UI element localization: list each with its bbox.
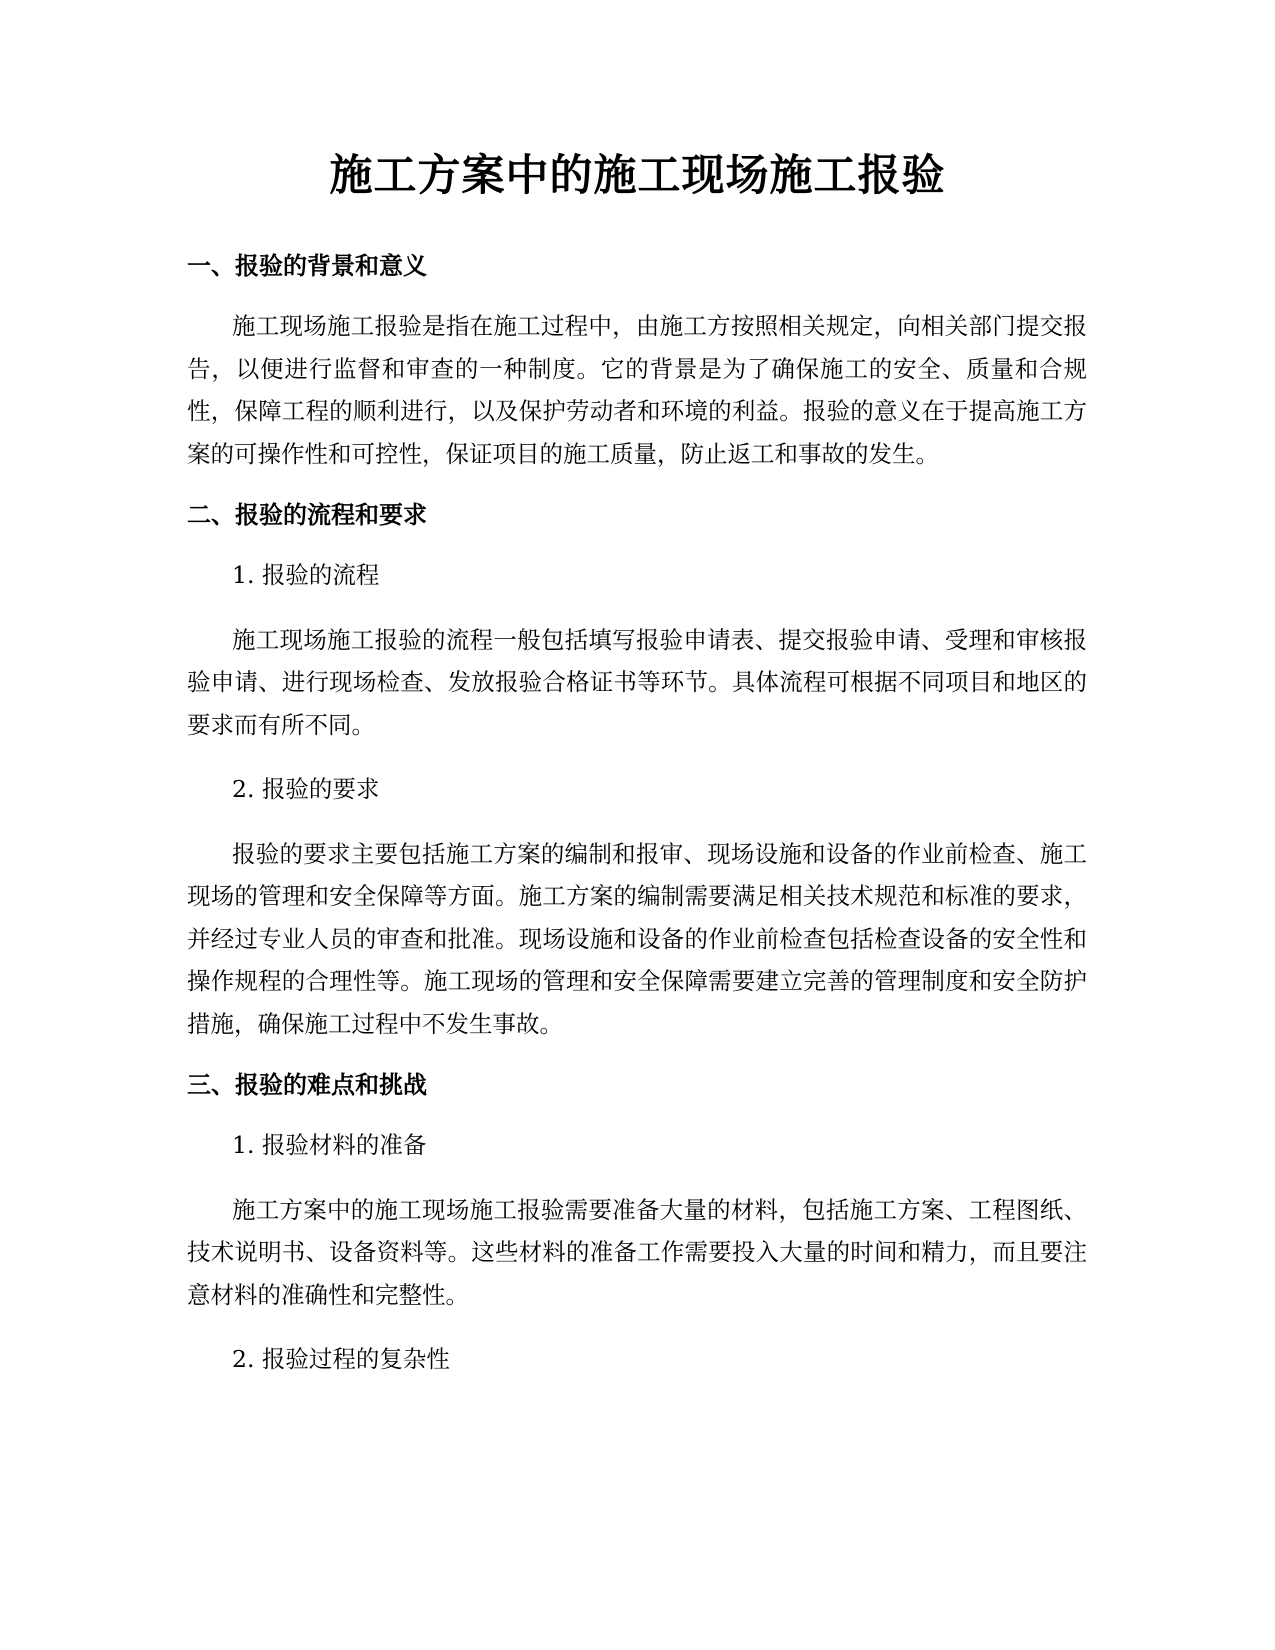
document-body: [187, 248, 1087, 1403]
section-2-subheading-2: 2. 报验的要求: [232, 775, 380, 803]
section-3-paragraph-1: 施工方案中的施工现场施工报验需要准备大量的材料，包括施工方案、工程图纸、技术说明书、设备资料等。这些材料的准备工作需要投入大量的时间和精力，而且要注意材料的准确性和完整性。: [187, 1195, 1087, 1309]
section-heading-2: 二、报验的流程和要求: [187, 501, 427, 529]
document-title: 施工方案中的施工现场施工报验: [329, 151, 946, 201]
section-2-paragraph-2: 报验的要求主要包括施工方案的编制和报审、现场设施和设备的作业前检查、施工现场的管理和安全保障等方面。施工方案的编制需要满足相关技术规范和标准的要求，并经过专业人员的审查和批准。现场设施和设备的作业前检查包括检查设备的安全性和操作规程的合理性等。施工现场的管理和安全保障需要建立完善的管理制度和安全防护措施，确保施工过程中不发生事故。: [187, 839, 1087, 1038]
section-1-paragraph: 施工现场施工报验是指在施工过程中，由施工方按照相关规定，向相关部门提交报告，以便进行监督和审查的一种制度。它的背景是为了确保施工的安全、质量和合规性，保障工程的顺利进行，以及保护劳动者和环境的利益。报验的意义在于提高施工方案的可操作性和可控性，保证项目的施工质量，防止返工和事故的发生。: [187, 312, 1087, 468]
section-2-subheading-1: 1. 报验的流程: [232, 561, 380, 589]
section-heading-3: 三、报验的难点和挑战: [187, 1071, 427, 1099]
section-3-subheading-2: 2. 报验过程的复杂性: [232, 1345, 450, 1373]
section-2-paragraph-1: 施工现场施工报验的流程一般包括填写报验申请表、提交报验申请、受理和审核报验申请、进行现场检查、发放报验合格证书等环节。具体流程可根据不同项目和地区的要求而有所不同。: [187, 625, 1087, 739]
section-3-subheading-1: 1. 报验材料的准备: [232, 1131, 427, 1159]
section-heading-1: 一、报验的背景和意义: [187, 252, 427, 280]
